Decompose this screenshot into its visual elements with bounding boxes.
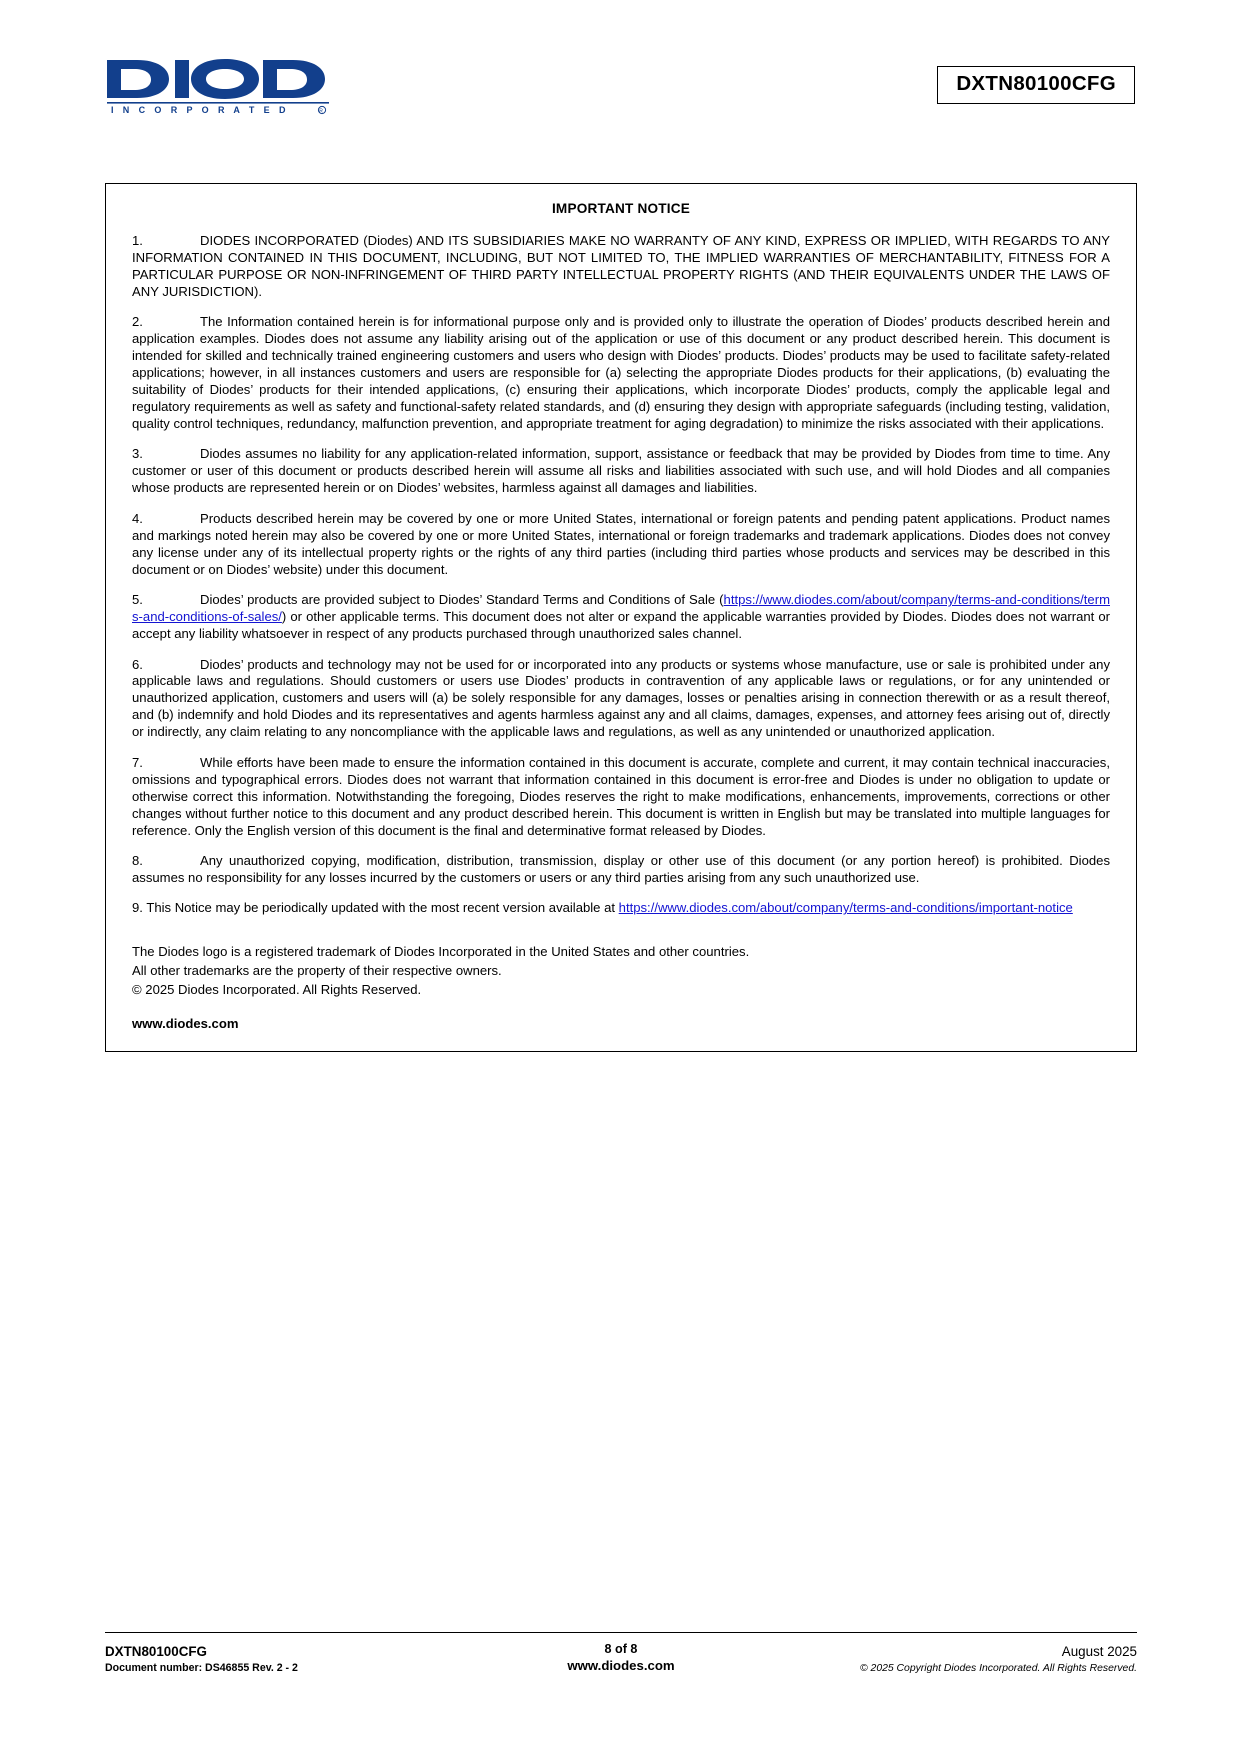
clause-number: 6. — [132, 656, 143, 672]
svg-text:I N C O R P O R A T E D: I N C O R P O R A T E D — [111, 105, 289, 115]
clause-text: Diodes assumes no liability for any application-related information, support, assistance or feedback that may be provided by Diodes from time to time. Any customer or user of this document or products described herein will assume all risks and liabilities associated with such use, and will hold Diodes and all companies whose products are represented herein or on Diodes’ websites, harmless against all damages and liabilities. — [132, 446, 1110, 496]
notice-clause-4 — [132, 511, 1110, 579]
clause-text-after: ) or other applicable terms. This document does not alter or expand the applicable warranties provided by Diodes. Diodes does not warrant or accept any liability whatsoever in respect of any products purchased through unauthorized sales channel. — [132, 609, 1110, 642]
notice-clause-2 — [132, 314, 1110, 433]
terms-and-conditions-link[interactable]: https://www.diodes.com/about/company/terms-and-conditions/terms-and-conditions-of-sales/ — [132, 592, 1110, 625]
footer-document-number: Document number: DS46855 Rev. 2 - 2 — [105, 1662, 298, 1674]
notice-clause-7 — [132, 755, 1110, 840]
clause-number: 1. — [132, 233, 143, 248]
clause-text: While efforts have been made to ensure the information contained in this document is accurate, complete and current, it may contain technical inaccuracies, omissions and typographical errors. Diodes does not warrant that information contained in this document is error-free and Diodes is under no obligation to update or otherwise correct this information. Notwithstanding the foregoing, Diodes reserves the right to make modifications, enhancements, improvements, corrections or other changes without further notice to this document and any product described herein. This document is written in English but may be translated into multiple languages for reference. Only the English version of this document is the final and determinative format released by Diodes. — [132, 754, 1110, 838]
clause-text: Diodes’ products and technology may not be used for or incorporated into any products or systems whose manufacture, use or sale is prohibited under any applicable laws and regulations. Should customers or users use Diodes’ products in contravention of any applicable laws or regulations, or for any unintended or unauthorized application, customers and users will (a) be solely responsible for any damages, losses or penalties arising in connection therewith or as a result thereof, and (b) indemnify and hold Diodes and its representatives and agents harmless against any and all claims, damages, expenses, and attorney fees arising out of, directly or indirectly, any claim relating to any noncompliance with the applicable laws and regulations, as well as any unintended or unauthorized application. — [132, 656, 1110, 740]
important-notice-box — [105, 183, 1137, 1052]
notice-website[interactable]: www.diodes.com — [132, 1015, 239, 1031]
clause-text: The Information contained herein is for informational purpose only and is provided only to illustrate the operation of Diodes’ products described herein and application examples. Diodes does not assume any liability arising out of the application or use of this document or any product described herein. This document is intended for skilled and technically trained engineering customers and users who design with Diodes’ products. Diodes’ products may be used to facilitate safety-related applications; however, in all instances customers and users are responsible for (a) selecting the appropriate Diodes products for their applications, (b) evaluating the suitability of Diodes’ products for their intended applications, (c) ensuring their applications, which incorporate Diodes’ products, comply the applicable legal and regulatory requirements as well as safety and functional-safety related standards, and (d) ensuring they design with appropriate safeguards (including testing, validation, quality control techniques, redundancy, malfunction prevention, and appropriate treatment for aging degradation) to minimize the risks associated with their applications. — [132, 314, 1110, 432]
page-footer — [105, 1632, 1137, 1692]
clause-number: 3. — [132, 446, 143, 462]
footer-copyright: © 2025 Copyright Diodes Incorporated. All Rights Reserved. — [860, 1663, 1137, 1674]
notice-clause-3 — [132, 446, 1110, 497]
copyright-line: © 2025 Diodes Incorporated. All Rights Reserved. — [132, 982, 422, 998]
trademark-line-1: The Diodes logo is a registered trademark of Diodes Incorporated in the United States and other countries. — [132, 944, 750, 960]
clause-text-before: Diodes’ products are provided subject to Diodes’ Standard Terms and Conditions of Sale ( — [200, 592, 724, 608]
clause-text: Products described herein may be covered by one or more United States, international or foreign patents and pending patent applications. Product names and markings noted herein may also be covered by one or more United States, international or foreign trademarks and trademark applications. Diodes does not convey any license under any of its intellectual property rights or the rights of any third parties (including third parties whose products and services may be described in this document or on Diodes’ website) under this document. — [132, 510, 1110, 577]
clause-number: 8. — [132, 853, 143, 869]
notice-clause-9 — [132, 900, 1110, 917]
important-notice-link[interactable]: https://www.diodes.com/about/company/terms-and-conditions/important-notice — [618, 900, 1073, 916]
clause-number: 5. — [132, 592, 143, 608]
clause-text: Any unauthorized copying, modification, distribution, transmission, display or other use of this document (or any portion hereof) is prohibited. Diodes assumes no responsibility for any losses incurred by the customers or users or any third parties arising from any such unauthorized use. — [132, 853, 1110, 885]
clause-number: 7. — [132, 754, 143, 770]
footer-part-number: DXTN80100CFG — [105, 1644, 207, 1659]
footer-divider — [105, 1632, 1137, 1633]
footer-date: August 2025 — [1061, 1644, 1137, 1659]
notice-clause-8 — [132, 853, 1110, 887]
clause-text-before: 9. This Notice may be periodically updated with the most recent version available at — [132, 900, 619, 916]
notice-title: IMPORTANT NOTICE — [551, 201, 691, 216]
page-number: 8 of 8 — [604, 1642, 638, 1656]
clause-text: DIODES INCORPORATED (Diodes) AND ITS SUBSIDIARIES MAKE NO WARRANTY OF ANY KIND, EXPRESS OR IMPLIED, WITH REGARDS TO ANY INFORMATION CONTAINED IN THIS DOCUMENT, INCLUDING, BUT NOT LIMITED TO, THE IMPLIED WARRANTIES OF MERCHANTABILITY, FITNESS FOR A PARTICULAR PURPOSE OR NON-INFRINGEMENT OF THIRD PARTY INTELLECTUAL PROPERTY RIGHTS (AND THEIR EQUIVALENTS UNDER THE LAWS OF ANY JURISDICTION). — [132, 233, 1110, 299]
clause-number: 2. — [132, 314, 143, 330]
footer-website[interactable]: www.diodes.com — [567, 1658, 675, 1673]
trademark-line-2: All other trademarks are the property of their respective owners. — [132, 963, 502, 979]
notice-clause-5 — [132, 592, 1110, 643]
notice-clause-1 — [132, 233, 1110, 301]
clause-number: 4. — [132, 510, 143, 526]
svg-text:R: R — [319, 108, 323, 115]
diodes-logo — [105, 58, 330, 116]
footer-right — [860, 1644, 1137, 1674]
page-header — [105, 58, 1135, 120]
notice-clause-6 — [132, 657, 1110, 742]
part-number-header: DXTN80100CFG — [937, 66, 1135, 104]
trademark-notice — [132, 943, 1110, 1000]
